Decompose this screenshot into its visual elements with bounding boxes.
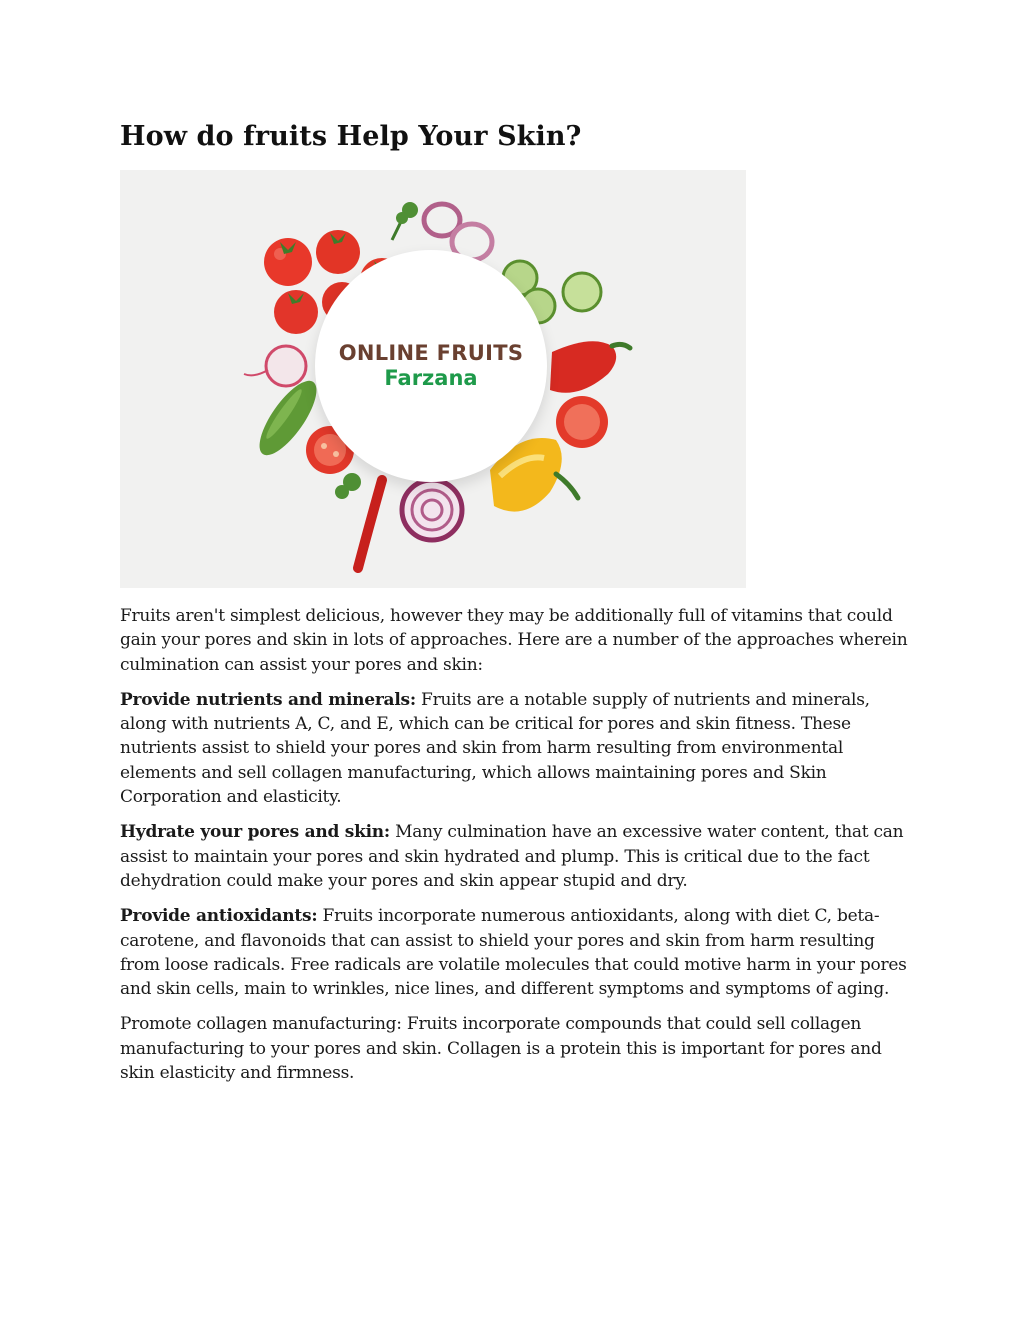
hero-image (120, 170, 746, 588)
section-text: Many culmination have an excessive water content, that can assist to maintain your pores and skin hydrated and plump. This is critical due to the fact dehydration could make your pores and skin appear stupid and dry. (120, 822, 904, 891)
parsley-icon (392, 202, 418, 240)
logo-line-1: ONLINE FRUITS (338, 341, 524, 365)
logo-line-2: Farzana (384, 366, 478, 390)
tomato-icon (274, 290, 318, 334)
tomato-icon (264, 238, 312, 286)
chili-icon (358, 480, 382, 568)
article (120, 118, 910, 1096)
section-heading: Provide antioxidants: (120, 906, 318, 927)
brand-logo (315, 250, 547, 482)
closing-paragraph: Promote collagen manufacturing: Fruits incorporate compounds that could sell collagen manufacturing to your pores and skin. Collagen is a protein this is important for pores and skin elasticity and firmness. (120, 1014, 882, 1084)
radish-icon (244, 346, 306, 386)
tomato-icon (316, 230, 360, 274)
article-body (120, 604, 910, 1085)
section-paragraph (120, 820, 910, 893)
intro-paragraph: Fruits aren't simplest delicious, however they may be additionally full of vitamins that could gain your pores and skin in lots of approaches. Here are a number of the approaches wherein culmination can assist your pores and skin: (120, 606, 908, 675)
section-text: Fruits are a notable supply of nutrients and minerals, along with nutrients A, C, and E, which can be critical for pores and skin fitness. These nutrients assist to shield your pores and skin from harm resulting from environmental elements and sell collagen manufacturing, which allows maintaining pores and Skin Corporation and elasticity. (120, 689, 870, 808)
section-heading: Provide nutrients and minerals: (120, 689, 416, 710)
parsley-icon (335, 473, 361, 499)
page-title: How do fruits Help Your Skin? (120, 121, 582, 152)
onion-slice-icon (402, 480, 462, 540)
section-text: Fruits incorporate numerous antioxidants, along with diet C, beta-carotene, and flavonoids that can assist to shield your pores and skin from harm resulting from loose radicals. Free radicals are volatile molecules that could motive harm in your pores and skin cells, main to wrinkles, nice lines, and different symptoms and symptoms of aging. (120, 906, 907, 1000)
section-heading: Hydrate your pores and skin: (120, 822, 390, 843)
section-paragraph (120, 904, 910, 1001)
tomato-slice-icon (556, 396, 608, 448)
red-pepper-icon (550, 341, 630, 393)
section-paragraph (120, 688, 910, 809)
